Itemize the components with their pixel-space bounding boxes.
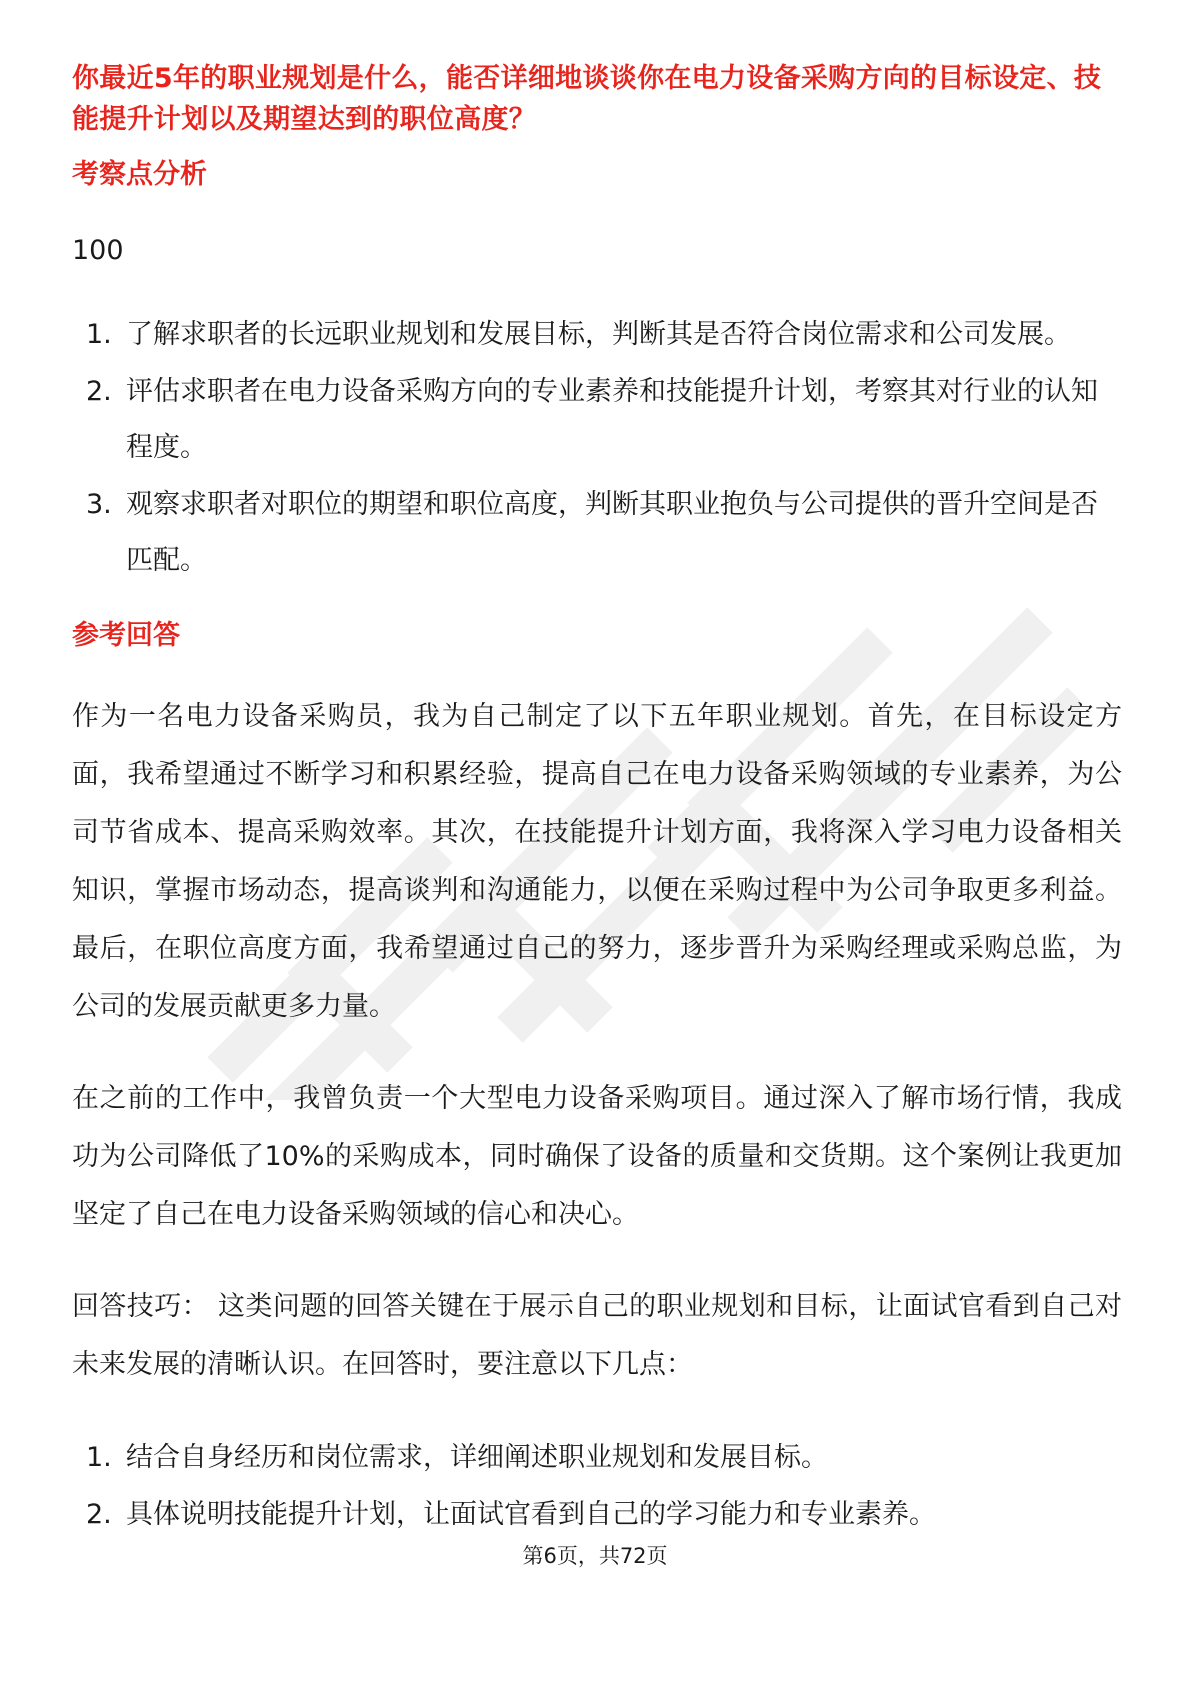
list-item-number: 2. (86, 1499, 112, 1530)
tips-list (72, 1430, 1122, 1543)
list-item-text: 结合自身经历和岗位需求，详细阐述职业规划和发展目标。 (126, 1442, 828, 1473)
answer-paragraph-1: 作为一名电力设备采购员，我为自己制定了以下五年职业规划。首先，在目标设定方面，我希望通过不断学习和积累经验，提高自己在电力设备采购领域的专业素养，为公司节省成本、提高采购效率。其次，在技能提升计划方面，我将深入学习电力设备相关知识，掌握市场动态，提高谈判和沟通能力，以便在采购过程中为公司争取更多利益。最后，在职位高度方面，我希望通过自己的努力，逐步晋升为采购经理或采购总监，为公司的发展贡献更多力量。 (72, 701, 1122, 1022)
answer-title: 参考回答 (72, 620, 180, 651)
list-item-text: 了解求职者的长远职业规划和发展目标，判断其是否符合岗位需求和公司发展。 (126, 319, 1071, 350)
list-item-number: 3. (86, 489, 112, 520)
list-item-number: 1. (86, 319, 112, 350)
list-item (72, 364, 1122, 476)
list-item-text: 观察求职者对职位的期望和职位高度，判断其职业抱负与公司提供的晋升空间是否匹配。 (126, 489, 1098, 576)
list-item-text: 具体说明技能提升计划，让面试官看到自己的学习能力和专业素养。 (126, 1499, 936, 1530)
list-item (72, 477, 1122, 589)
answer-tips: 回答技巧： 这类问题的回答关键在于展示自己的职业规划和目标，让面试官看到自己对未来发展的清晰认识。在回答时，要注意以下几点： (72, 1291, 1122, 1380)
list-item (72, 1487, 1122, 1543)
page-number: 第6页，共72页 (522, 1544, 668, 1568)
question-heading: 你最近5年的职业规划是什么，能否详细地谈谈你在电力设备采购方向的目标设定、技能提升计划以及期望达到的职位高度？ (72, 63, 1102, 135)
list-item-number: 1. (86, 1442, 112, 1473)
analysis-list (72, 307, 1122, 589)
document-page (72, 58, 1122, 1544)
list-item (72, 307, 1122, 363)
list-item-text: 评估求职者在电力设备采购方向的专业素养和技能提升计划，考察其对行业的认知程度。 (126, 376, 1098, 463)
analysis-score: 100 (72, 235, 124, 266)
analysis-title: 考察点分析 (72, 159, 207, 190)
list-item-number: 2. (86, 376, 112, 407)
answer-paragraph-2: 在之前的工作中，我曾负责一个大型电力设备采购项目。通过深入了解市场行情，我成功为公司降低了10%的采购成本，同时确保了设备的质量和交货期。这个案例让我更加坚定了自己在电力设备采购领域的信心和决心。 (72, 1083, 1122, 1230)
list-item (72, 1430, 1122, 1486)
